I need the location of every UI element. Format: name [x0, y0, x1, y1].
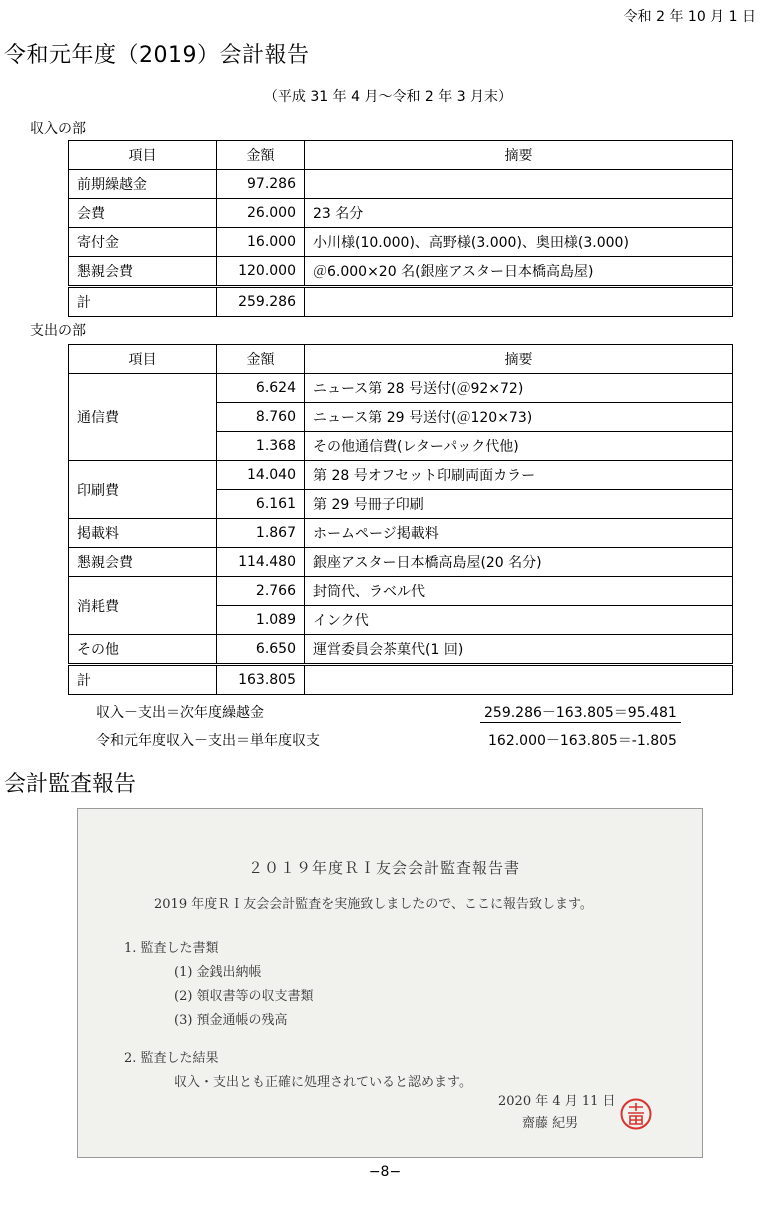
audit-section-title: 会計監査報告 [4, 772, 137, 797]
income-total-note [305, 287, 733, 317]
expense-amount: 1.867 [217, 519, 305, 548]
expense-total-amount: 163.805 [217, 665, 305, 695]
auditor-name: 齋藤 紀男 [522, 1116, 579, 1131]
table-row [69, 548, 733, 577]
expense-amount: 8.760 [217, 403, 305, 432]
table-row [69, 257, 733, 287]
expense-amount: 2.766 [217, 577, 305, 606]
audit-report-scan [77, 808, 703, 1158]
income-total-row [69, 287, 733, 317]
income-note: 23 名分 [305, 199, 733, 228]
audit-doc-item: (1) 金銭出納帳 [174, 965, 262, 980]
expense-item: 消耗費 [69, 577, 217, 635]
income-amount: 120.000 [217, 257, 305, 287]
expense-note: インク代 [305, 606, 733, 635]
expense-header-row [69, 345, 733, 374]
annual-balance-label: 令和元年度収入－支出＝単年度収支 [96, 733, 320, 749]
income-total-label: 計 [69, 287, 217, 317]
expense-item: 掲載料 [69, 519, 217, 548]
table-row [69, 461, 733, 490]
income-total-amount: 259.286 [217, 287, 305, 317]
expense-amount: 6.650 [217, 635, 305, 665]
income-table [68, 140, 733, 317]
audit-doc-item: (3) 預金通帳の残高 [174, 1013, 288, 1028]
header-amount: 金額 [217, 141, 305, 170]
table-row [69, 228, 733, 257]
income-item: 懇親会費 [69, 257, 217, 287]
table-row [69, 635, 733, 665]
audit-result: 収入・支出とも正確に処理されていると認めます。 [174, 1075, 472, 1090]
annual-balance-value: 162.000－163.805＝-1.805 [488, 733, 677, 749]
expense-amount: 1.089 [217, 606, 305, 635]
header-note: 摘要 [305, 141, 733, 170]
table-row [69, 170, 733, 199]
audit-intro: 2019 年度ＲＩ友会会計監査を実施致しましたので、ここに報告致します。 [154, 897, 593, 912]
expense-total-note [305, 665, 733, 695]
expense-note: 第 29 号冊子印刷 [305, 490, 733, 519]
audit-date: 2020 年 4 月 11 日 [498, 1094, 616, 1109]
income-item: 寄付金 [69, 228, 217, 257]
expense-item: 通信費 [69, 374, 217, 461]
page-number: −8− [368, 1164, 402, 1180]
expense-note: 第 28 号オフセット印刷両面カラー [305, 461, 733, 490]
income-amount: 26.000 [217, 199, 305, 228]
header-amount: 金額 [217, 345, 305, 374]
expense-item: その他 [69, 635, 217, 665]
income-section-label: 収入の部 [30, 121, 86, 137]
audit-doc-title: ２０１９年度ＲＩ友会会計監査報告書 [248, 859, 521, 877]
expense-amount: 1.368 [217, 432, 305, 461]
expense-note: 封筒代、ラベル代 [305, 577, 733, 606]
income-item: 前期繰越金 [69, 170, 217, 199]
expense-total-row [69, 665, 733, 695]
expense-note: その他通信費(レターパック代他) [305, 432, 733, 461]
audit-doc-item: (2) 領収書等の収支書類 [174, 989, 314, 1004]
income-amount: 16.000 [217, 228, 305, 257]
table-row [69, 577, 733, 606]
income-note [305, 170, 733, 199]
expense-amount: 6.161 [217, 490, 305, 519]
expense-amount: 14.040 [217, 461, 305, 490]
expense-table [68, 344, 733, 695]
header-item: 項目 [69, 345, 217, 374]
fiscal-period: （平成 31 年 4 月〜令和 2 年 3 月末） [263, 89, 513, 105]
header-item: 項目 [69, 141, 217, 170]
expense-total-label: 計 [69, 665, 217, 695]
audit-section-2: 2. 監査した結果 [124, 1051, 219, 1066]
page-title: 令和元年度（2019）会計報告 [4, 43, 310, 68]
expense-amount: 114.480 [217, 548, 305, 577]
income-note: 小川様(10.000)、高野様(3.000)、奥田様(3.000) [305, 228, 733, 257]
carryover-formula-value [480, 702, 681, 722]
audit-section-1: 1. 監査した書類 [124, 941, 219, 956]
expense-item: 印刷費 [69, 461, 217, 519]
expense-note: 運営委員会茶菓代(1 回) [305, 635, 733, 665]
header-note: 摘要 [305, 345, 733, 374]
table-row [69, 199, 733, 228]
expense-amount: 6.624 [217, 374, 305, 403]
table-row [69, 374, 733, 403]
expense-note: ホームページ掲載料 [305, 519, 733, 548]
expense-item: 懇親会費 [69, 548, 217, 577]
table-row [69, 519, 733, 548]
income-item: 会費 [69, 199, 217, 228]
expense-section-label: 支出の部 [30, 323, 86, 339]
report-date: 令和 2 年 10 月 1 日 [623, 9, 756, 25]
seal-stamp-icon [619, 1097, 653, 1131]
expense-note: ニュース第 29 号送付(＠120×73) [305, 403, 733, 432]
carryover-formula-result: 259.286－163.805＝95.481 [480, 705, 681, 723]
expense-note: 銀座アスター日本橋高島屋(20 名分) [305, 548, 733, 577]
carryover-formula-label: 収入－支出＝次年度繰越金 [96, 705, 264, 721]
income-header-row [69, 141, 733, 170]
expense-note: ニュース第 28 号送付(＠92×72) [305, 374, 733, 403]
income-note: ＠6.000×20 名(銀座アスター日本橋高島屋) [305, 257, 733, 287]
income-amount: 97.286 [217, 170, 305, 199]
